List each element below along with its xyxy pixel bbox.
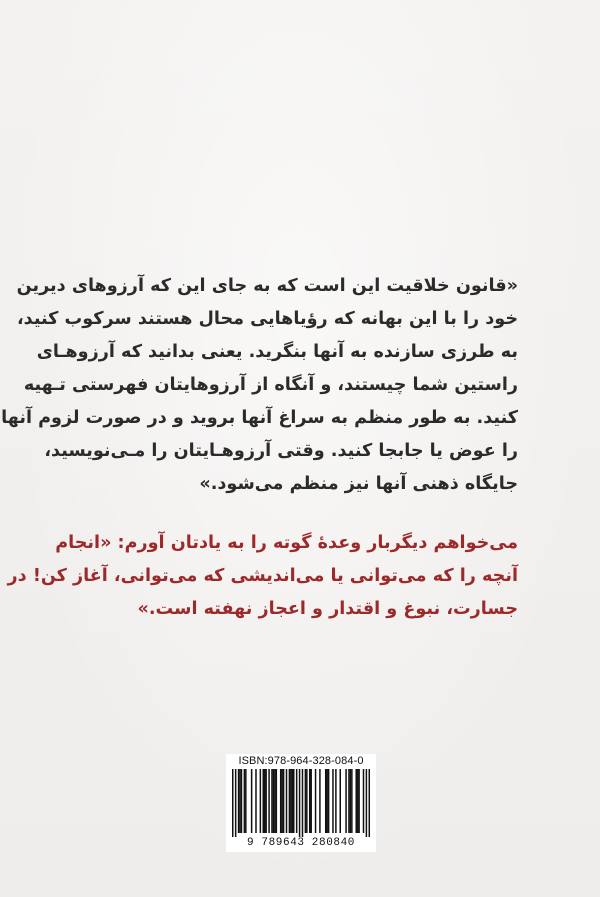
barcode-bar xyxy=(350,769,352,833)
barcode-bar xyxy=(281,769,283,833)
barcode-bar xyxy=(363,769,365,833)
quote-line: خود را با این بهانه که رؤیاهایی محال هستند سرکوب کنید، xyxy=(16,309,518,329)
barcode-bar xyxy=(268,769,270,833)
creativity-quote xyxy=(1,270,518,501)
barcode-bar xyxy=(271,769,273,833)
quote-line: را عوض یا جابجا کنید. وقتی آرزوهـایتان را مـی‌نویسید، xyxy=(44,441,518,461)
barcode-bar xyxy=(293,769,295,833)
barcode-bar xyxy=(239,769,241,833)
barcode-bar xyxy=(273,769,275,833)
barcode-bar xyxy=(274,769,276,833)
barcode-bar xyxy=(339,769,341,833)
barcode-bar xyxy=(319,769,321,833)
barcode-bar xyxy=(348,769,350,833)
barcode-bar xyxy=(235,769,237,837)
barcode-bar xyxy=(245,769,247,833)
barcode-bar xyxy=(280,769,282,833)
barcode-bar xyxy=(255,769,257,833)
barcode-bar xyxy=(296,769,298,833)
quote-line: به طرزی سازنده به آنها بنگرید. یعنی بدانید که آرزوهـای xyxy=(36,342,518,362)
barcode-bar xyxy=(305,769,307,833)
barcode-bar xyxy=(292,769,294,833)
barcode-bar xyxy=(302,769,304,837)
isbn-barcode xyxy=(226,754,376,852)
quote-line: «قانون خلاقیت این است که به جای این که آرزوهای دیرین xyxy=(16,276,518,296)
barcode-bar xyxy=(251,769,253,833)
goethe-line: جسارت، نبوغ و اقتدار و اعجاز نهفته است.» xyxy=(137,599,518,619)
barcode-bar xyxy=(328,769,330,833)
barcode-bar xyxy=(357,769,359,833)
barcode-bar xyxy=(325,769,327,833)
barcode-bar xyxy=(345,769,347,833)
barcode-bar xyxy=(260,769,262,833)
barcode-bar xyxy=(332,769,334,833)
barcode-bar xyxy=(244,769,246,833)
goethe-line: می‌خواهم دیگربار وعدهٔ گوته را به یادتان آورم: «انجام xyxy=(55,533,518,553)
barcode-bar xyxy=(355,769,357,833)
barcode-bar xyxy=(283,769,285,833)
barcode-bar xyxy=(286,769,288,833)
barcode-bar xyxy=(315,769,317,833)
barcode-bar xyxy=(238,769,240,833)
goethe-line: آنچه را که می‌توانی یا می‌اندیشی که می‌توانی، آغاز کن! در xyxy=(7,566,518,586)
barcode-bar xyxy=(289,769,291,833)
barcode-digits: 9 789643 280840 xyxy=(246,837,356,849)
barcode-bar xyxy=(369,769,370,837)
barcode-bar xyxy=(326,769,328,833)
quote-line: راستین شما چیستند، و آنگاه از آرزوهایتان فهرستی تـهیه xyxy=(23,375,518,395)
barcode-bar xyxy=(290,769,292,833)
isbn-label: ISBN:978-964-328-084-0 xyxy=(238,755,364,767)
barcode-bar xyxy=(366,769,368,837)
barcode-bar xyxy=(241,769,243,833)
barcode-bar xyxy=(309,769,311,833)
barcode-bar xyxy=(351,769,353,833)
barcode-bar xyxy=(306,769,308,833)
barcode-bar xyxy=(276,769,278,833)
barcode-bar xyxy=(232,769,234,837)
barcode-bar xyxy=(358,769,360,833)
barcode-bar xyxy=(265,769,267,833)
barcode-bar xyxy=(264,769,266,833)
barcode-bar xyxy=(335,769,337,833)
barcode-bar xyxy=(263,769,265,833)
barcode-bar xyxy=(310,769,312,833)
quote-line: جایگاه ذهنی آنها نیز منظم می‌شود.» xyxy=(199,474,518,494)
quote-line: کنید. به طور منظم به سراغ آنها بروید و در صورت لزوم آنها xyxy=(1,408,518,428)
goethe-quote xyxy=(7,527,518,626)
barcode-bars xyxy=(232,769,370,837)
barcode-bar xyxy=(299,769,301,837)
